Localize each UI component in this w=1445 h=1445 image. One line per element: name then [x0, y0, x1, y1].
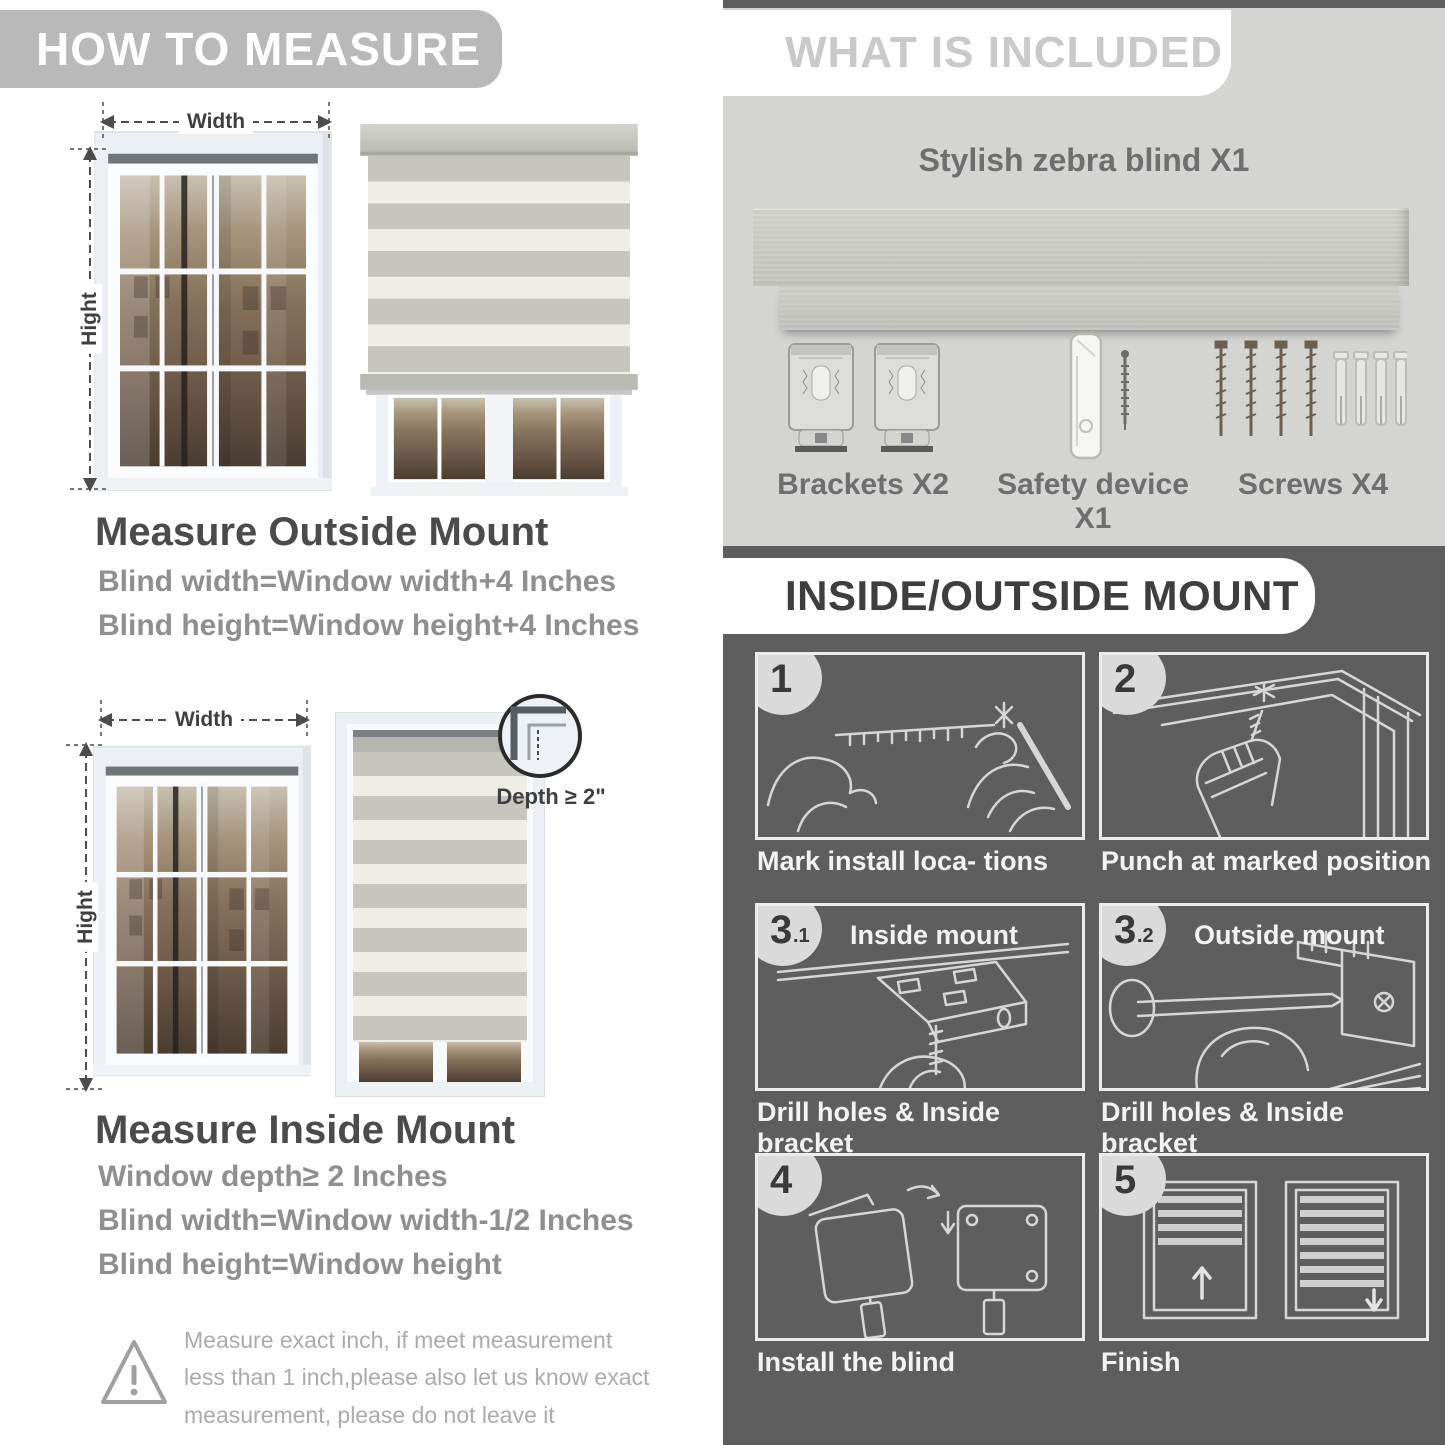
height-label: Hight [74, 882, 98, 952]
step-panel-3-2 [1099, 903, 1429, 1091]
step-caption-4: Install the blind [757, 1347, 956, 1377]
step-number-badge: 4 [755, 1153, 822, 1216]
inside-depth-rule: Window depth≥ 2 Inches [98, 1160, 448, 1193]
depth-label: Depth ≥ 2" [496, 784, 606, 809]
step-title: Inside mount [850, 920, 1018, 950]
inside-outside-mount-header: INSIDE/OUTSIDE MOUNT [723, 558, 1315, 634]
step-caption-3-1: Drill holes & Inside bracket [757, 1097, 1001, 1158]
how-to-measure-header: HOW TO MEASURE [0, 10, 502, 88]
width-label: Width [179, 110, 253, 134]
safety-device-label: Safety device X1 [997, 468, 1189, 535]
step-panel-1 [755, 652, 1085, 840]
step-number-badge: 3 .2 [1099, 903, 1166, 966]
depth-magnifier-icon [498, 694, 582, 778]
step-panel-2 [1099, 652, 1429, 840]
width-label: Width [167, 708, 241, 732]
step-caption-5: Finish [1101, 1347, 1181, 1377]
blind-bottomrail-image [779, 286, 1399, 330]
outside-width-formula: Blind width=Window width+4 Inches [98, 565, 617, 598]
blind-item-label: Stylish zebra blind X1 [918, 142, 1250, 178]
height-label: Hight [78, 284, 102, 354]
step-number-badge: 1 [755, 652, 822, 715]
inside-height-formula: Blind height=Window height [98, 1248, 502, 1281]
screws-label: Screws X4 [1237, 468, 1389, 501]
window-photo-outside [94, 128, 332, 494]
height-dimension-arrow-inside [66, 742, 106, 1092]
outside-mount-heading: Measure Outside Mount [95, 510, 549, 554]
brackets-label: Brackets X2 [777, 468, 949, 501]
width-dimension-arrow-inside [98, 700, 310, 740]
step-number-badge: 3 .1 [755, 903, 822, 966]
step-panel-5 [1099, 1153, 1429, 1341]
step-number-badge: 2 [1099, 652, 1166, 715]
blind-headrail-image [753, 208, 1409, 286]
step-panel-3-1 [755, 903, 1085, 1091]
step-panel-4 [755, 1153, 1085, 1341]
what-is-included-header: WHAT IS INCLUDED [723, 10, 1231, 96]
step-caption-2: Punch at marked position [1101, 846, 1432, 876]
step-caption-3-2: Drill holes & Inside bracket [1101, 1097, 1345, 1158]
screw-icon [1211, 336, 1407, 452]
step-number-badge: 5 [1099, 1153, 1166, 1216]
zebra-blind-outside-illustration [358, 124, 640, 496]
outside-height-formula: Blind height=Window height+4 Inches [98, 609, 640, 642]
step-title: Outside mount [1194, 920, 1385, 950]
top-divider [723, 0, 1445, 8]
measure-warning-text: Measure exact inch, if meet measurement less than 1 inch,please also let us know exact measurement, please do not leave it [184, 1327, 650, 1428]
bracket-icon [785, 336, 945, 460]
exclamation-triangle-icon [98, 1332, 170, 1416]
width-dimension-arrow-outside [100, 102, 332, 142]
step-caption-1: Mark install loca- tions [757, 846, 1049, 876]
right-column [723, 0, 1445, 1445]
inside-width-formula: Blind width=Window width-1/2 Inches [98, 1204, 634, 1237]
height-dimension-arrow-outside [70, 146, 110, 492]
window-photo-inside [93, 727, 311, 1095]
safety-device-icon [1033, 330, 1153, 466]
inside-mount-heading: Measure Inside Mount [95, 1108, 516, 1152]
